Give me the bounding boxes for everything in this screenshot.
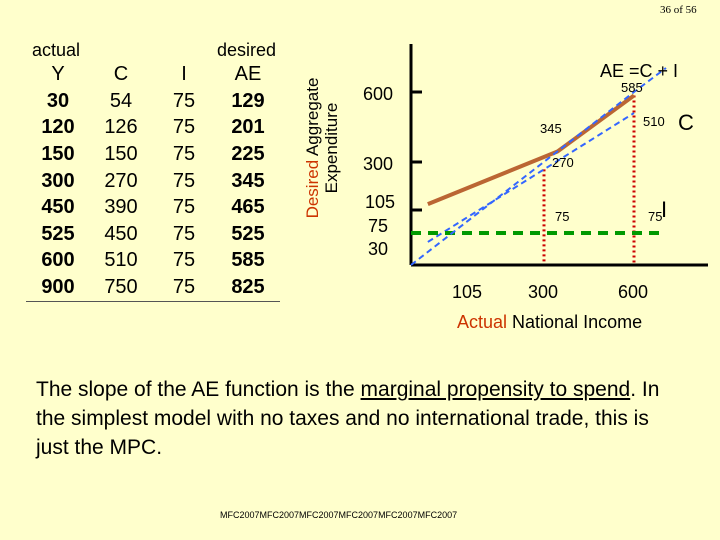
- actual-label: actual: [32, 40, 81, 60]
- point-label: 585: [621, 80, 643, 95]
- point-label: 270: [552, 155, 574, 170]
- cell-ae: 345: [231, 169, 265, 192]
- cell-ae: 585: [231, 249, 265, 272]
- i-series-label: I: [661, 197, 668, 222]
- cell-y: 120: [41, 116, 75, 139]
- y-axis-title-aggregate: Aggregate: [303, 77, 322, 160]
- c-series-label: C: [678, 110, 694, 135]
- point-label: 75: [555, 209, 570, 224]
- cell-y: 900: [26, 274, 90, 301]
- cell-i: 75: [172, 142, 196, 165]
- cell-y: 525: [41, 222, 75, 245]
- point-label: 75: [648, 209, 663, 224]
- y-axis-title-expenditure: Expenditure: [322, 102, 341, 194]
- cell-c: 270: [104, 169, 138, 192]
- cell-i: 75: [172, 222, 196, 245]
- cell-y: 600: [41, 249, 75, 272]
- x-axis-title-rest: National Income: [507, 312, 643, 332]
- cell-c: 54: [109, 89, 133, 112]
- cell-c: 390: [104, 196, 138, 219]
- cell-c: 126: [104, 116, 138, 139]
- cell-c: 150: [104, 142, 138, 165]
- caption-term-mps: marginal propensity to spend: [360, 378, 631, 401]
- x-tick-label: 600: [618, 282, 649, 302]
- series-line-0: [428, 96, 634, 205]
- x-axis-title: [457, 312, 642, 333]
- cell-ae: 201: [231, 116, 265, 139]
- header-c: C: [113, 62, 129, 85]
- desired-label: desired: [217, 40, 277, 60]
- point-label: 345: [540, 121, 562, 136]
- ae-series-label: AE =C + I: [600, 61, 679, 81]
- cell-ae: 825: [216, 274, 280, 301]
- y-tick-label: 30: [368, 239, 389, 259]
- y-tick-label: 300: [363, 154, 394, 174]
- y-axis-title-desired: Desired: [303, 159, 322, 219]
- cell-i: 75: [172, 196, 196, 219]
- series-line-3: [411, 68, 666, 265]
- footer-text: MFC2007MFC2007MFC2007MFC2007MFC2007MFC2007: [220, 510, 458, 520]
- cell-y: 30: [46, 89, 70, 112]
- y-tick-label: 600: [363, 84, 394, 104]
- caption: [36, 375, 686, 462]
- cell-y: 150: [41, 142, 75, 165]
- cell-ae: 525: [231, 222, 265, 245]
- cell-c: 510: [104, 249, 138, 272]
- cell-i: 75: [172, 116, 196, 139]
- y-tick-label: 105: [365, 192, 396, 212]
- cell-y: 300: [41, 169, 75, 192]
- cell-i: 75: [152, 274, 216, 301]
- caption-text-2: . In the simplest model with no taxes and no international trade, this is just the MPC.: [36, 378, 660, 459]
- cell-c: 750: [90, 274, 152, 301]
- cell-ae: 225: [231, 142, 265, 165]
- caption-text-1: The slope of the AE function is the: [36, 378, 361, 401]
- x-axis-title-actual: Actual: [457, 312, 508, 332]
- cell-y: 450: [41, 196, 75, 219]
- cell-i: 75: [172, 89, 196, 112]
- header-y: Y: [51, 62, 65, 85]
- cell-c: 450: [104, 222, 138, 245]
- cell-i: 75: [172, 249, 196, 272]
- cell-ae: 465: [231, 196, 265, 219]
- series-line-1: [428, 113, 634, 242]
- header-ae: AE: [234, 62, 262, 85]
- x-tick-label: 105: [452, 282, 483, 302]
- header-i: I: [181, 62, 187, 85]
- slide-number: 36 of 56: [660, 4, 697, 16]
- cell-ae: 129: [231, 89, 265, 112]
- y-tick-label: 75: [368, 216, 389, 236]
- x-tick-label: 300: [528, 282, 559, 302]
- point-label: 510: [643, 114, 665, 129]
- cell-i: 75: [172, 169, 196, 192]
